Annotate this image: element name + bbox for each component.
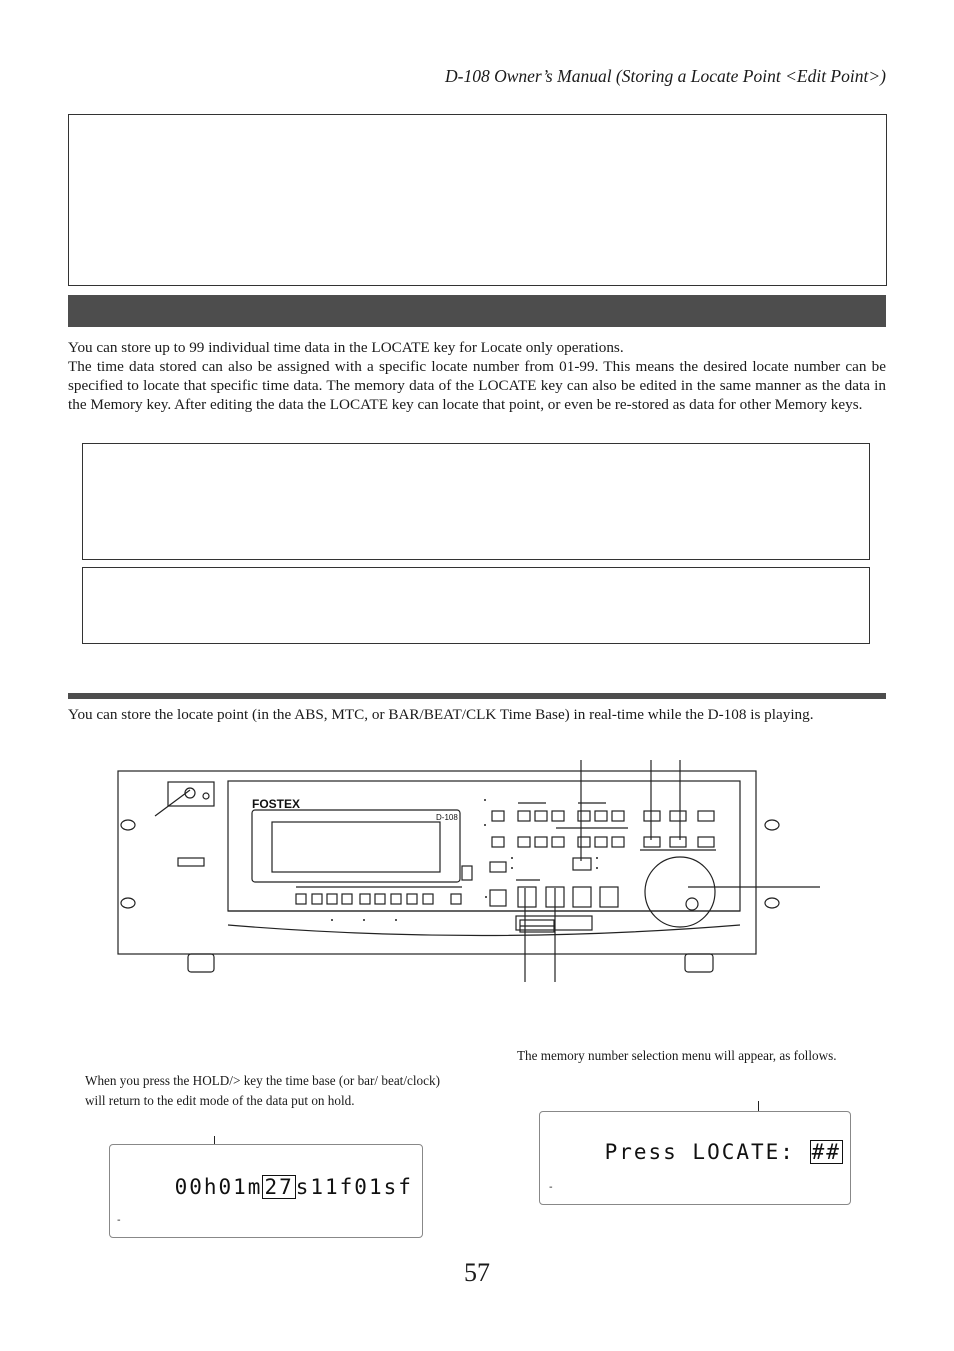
realtime-text: You can store the locate point (in the ABS, MTC, or BAR/BEAT/CLK Time Base) in real-time while the D-108 is playing. [68,706,814,723]
intro-line-1: You can store up to 99 individual time data in the LOCATE key for Locate only operations. [68,339,624,356]
lcd-time-prefix: 00h01m [174,1175,263,1199]
lcd-time-highlight: 27 [264,1175,294,1199]
left-caption: When you press the HOLD/> key the time base (or bar/ beat/clock) will return to the edit mode of the data put on hold. [85,1073,440,1108]
page-number: 57 [464,1258,490,1287]
lcd-locate-highlight: ## [811,1140,841,1164]
lcd-locate-readout [546,1116,843,1188]
section-bar-1 [68,295,886,327]
brand-logo: FOSTEX [252,797,301,811]
blank-panel-3 [82,567,870,644]
page-header: D-108 Owner’s Manual (Storing a Locate Point <Edit Point>) [444,66,886,86]
blank-panel-2 [82,443,870,560]
lcd-display-locate [539,1111,851,1205]
blank-panel-1 [68,114,887,286]
lcd-time-suffix: s11f01sf [295,1175,413,1199]
lcd-locate-prefix: Press LOCATE: [604,1140,810,1164]
section-bar-2 [68,693,886,699]
model-label: D-108 [436,813,458,822]
intro-text [68,338,886,414]
lcd-time-readout [116,1151,413,1223]
intro-paragraph: The time data stored can also be assigned with a specific locate number from 01-99. This means the desired locate number can be specified to locate that specific time data. The memory data of the LOCATE key can also be edited in the same manner as the data in the Memory key. After editing the data the LOCATE key can locate that point, or even be re-stored as data for other Memory keys. [68,358,886,413]
lcd-right-footer: - [549,1182,553,1193]
d108-front-panel-illustration [110,755,830,985]
lcd-left-footer: - [117,1215,121,1226]
lcd-display-time [109,1144,423,1238]
right-caption: The memory number selection menu will appear, as follows. [517,1048,837,1063]
